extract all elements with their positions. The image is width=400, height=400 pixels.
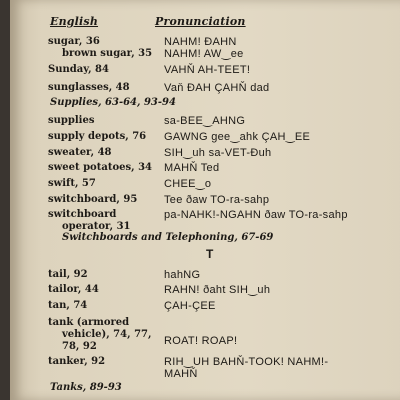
english-term: operator, 31: [62, 221, 131, 232]
cross-reference-tanks: Tanks, 89-93: [50, 382, 122, 393]
pronunciation: SIH‿uh sa-VET-Ðuh: [164, 147, 272, 159]
column-header-english: English: [50, 15, 99, 28]
pronunciation: MAHŇ: [164, 368, 198, 380]
pronunciation: hahNG: [164, 269, 201, 281]
pronunciation: NAHM! AW‿ee: [164, 48, 244, 60]
pronunciation: ROAT! ROAP!: [164, 335, 238, 347]
cross-reference-supplies: Supplies, 63-64, 93-94: [50, 97, 176, 108]
english-term: sunglasses, 48: [48, 82, 130, 93]
english-term: sugar, 36: [48, 36, 100, 47]
pronunciation: Tee ðaw TO-ra-sahp: [164, 194, 270, 206]
pronunciation: MAHŇ Ted: [164, 162, 220, 174]
english-term: 78, 92: [62, 341, 97, 352]
english-term: supply depots, 76: [48, 131, 147, 142]
dictionary-page: [10, 0, 400, 400]
english-term: brown sugar, 35: [62, 48, 153, 59]
english-term: tan, 74: [48, 300, 88, 311]
english-term: sweater, 48: [48, 147, 112, 158]
pronunciation: RAHN! ðaht SIH‿uh: [164, 284, 271, 296]
pronunciation: RIH‿UH BAHŇ-TOOK! NAHM!-: [164, 356, 329, 368]
pronunciation: NAHM! ÐAHN: [164, 36, 237, 48]
english-term: switchboard: [48, 209, 117, 220]
pronunciation: VAHŇ AH-TEET!: [164, 64, 251, 76]
pronunciation: pa-NAHK!-NGAHN ðaw TO-ra-sahp: [164, 209, 348, 221]
pronunciation: ÇAH-ÇEE: [164, 300, 216, 312]
english-term: tank (armored: [48, 317, 130, 328]
pronunciation: Vaň ÐAH ÇAHŇ dad: [164, 82, 270, 94]
english-term: sweet potatoes, 34: [48, 162, 152, 173]
english-term: vehicle), 74, 77,: [62, 329, 152, 340]
english-term: tanker, 92: [48, 356, 106, 367]
english-term: switchboard, 95: [48, 194, 138, 205]
english-term: supplies: [48, 115, 95, 126]
english-term: swift, 57: [48, 178, 96, 189]
section-letter: T: [206, 247, 214, 261]
pronunciation: sa-BEE‿AHNG: [164, 115, 246, 127]
pronunciation: CHEE‿o: [164, 178, 212, 190]
pronunciation: GAWNG gee‿ahk ÇAH‿EE: [164, 131, 311, 143]
english-term: tail, 92: [48, 269, 88, 280]
english-term: Sunday, 84: [48, 64, 109, 75]
english-term: tailor, 44: [48, 284, 99, 295]
cross-reference-switchboards: Switchboards and Telephoning, 67-69: [62, 232, 274, 243]
column-header-pronunciation: Pronunciation: [155, 15, 246, 28]
